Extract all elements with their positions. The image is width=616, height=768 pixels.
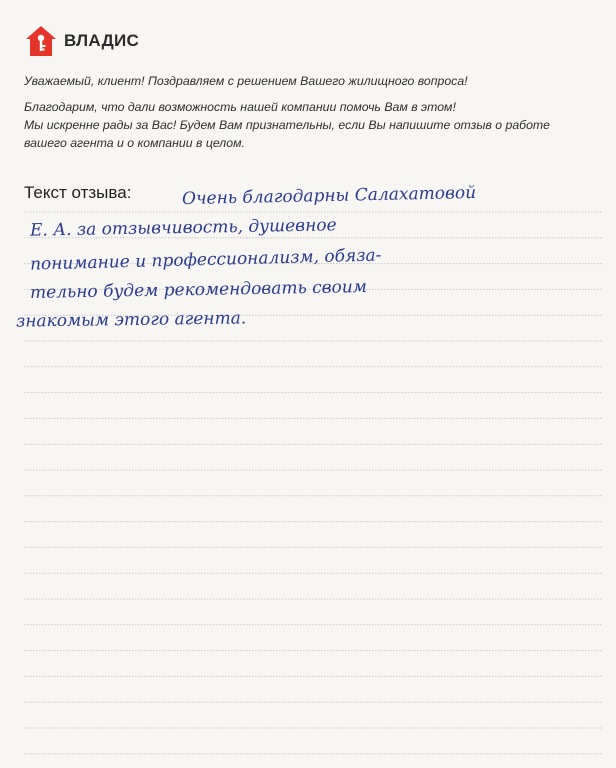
handwritten-line: знакомым этого агента. — [15, 308, 247, 332]
handwritten-line: понимание и профессионализм, обяза- — [29, 245, 382, 275]
handwritten-line: Е. А. за отзывчивость, душевное — [29, 215, 337, 241]
review-heading: Текст отзыва: — [24, 183, 132, 202]
handwritten-line: тельно будем рекомендовать своим — [29, 277, 368, 303]
logo-text: ВЛАДИС — [64, 31, 140, 50]
thanks-line-1: Благодарим, что дали возможность нашей компании помочь Вам в этом! — [24, 100, 456, 114]
greeting-line: Уважаемый, клиент! Поздравляем с решением Вашего жилищного вопроса! — [24, 74, 468, 88]
thanks-line-3: вашего агента и о компании в целом. — [24, 136, 245, 150]
thanks-line-2: Мы искренне рады за Вас! Будем Вам признательны, если Вы напишите отзыв о работе — [24, 118, 551, 132]
handwritten-line: Очень благодарны Салахатовой — [181, 182, 477, 210]
